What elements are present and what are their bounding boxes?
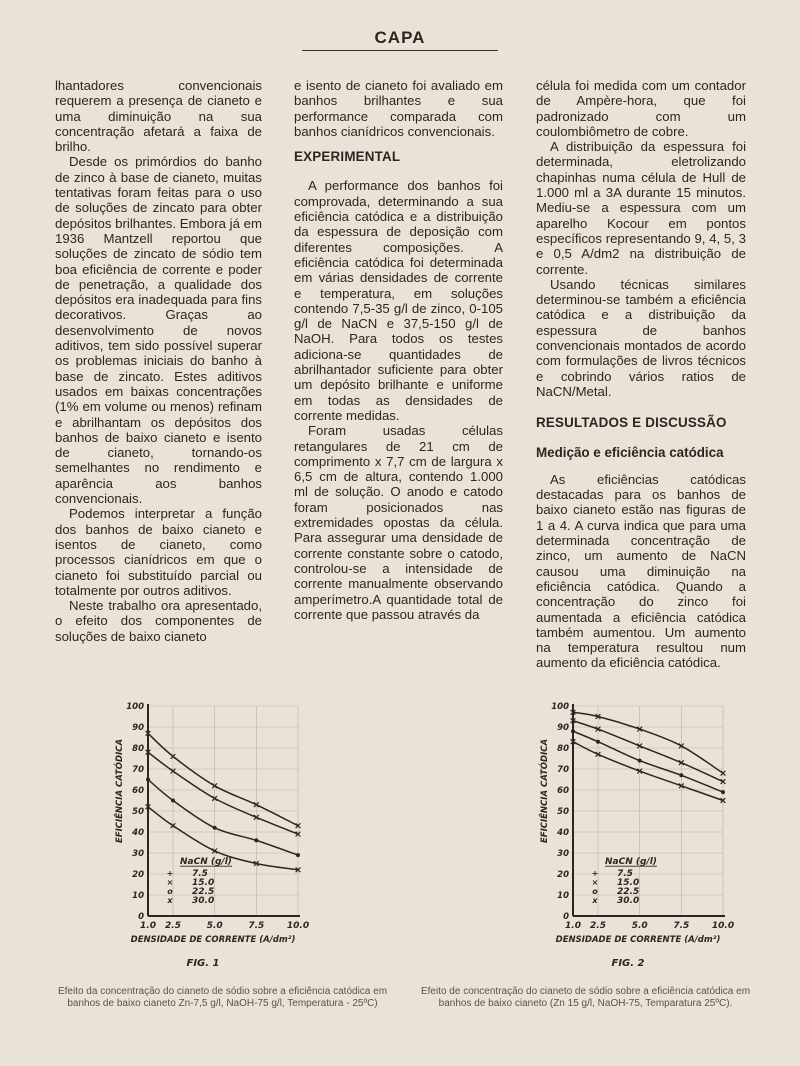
paragraph: Desde os primórdios do banho de zinco à base de cianeto, muitas tentativas foram feitas para o uso de soluções de zincato para obter depósitos brilhantes. Embora já em 1936 Mantzell reportou que soluções de zincato de sódio tem boa eficiência de corrente e poder de penetração, a qualidade dos depósitos era inadequada para fins decorativos. Graças ao desenvolvimento de novos aditivos, tem sido possível superar os problemas iniciais do banho à base de zincato. Estes aditivos usados em baixas concentrações (1% em volume ou menos) refinam e abrilhantam os depósitos dos banhos de baixo cianeto e isento de cianeto, tornando-os semelhantes no rendimento e aparência aos banhos convencionais. bbox=[55, 154, 262, 507]
x-tick-label: 10.0 bbox=[711, 921, 735, 931]
figure-1-caption: Efeito da concentração do cianeto de sódio sobre a eficiência catódica em banhos de baixo cianeto Zn-7,5 g/l, NaOH-75 g/l, Temperatura - 25ºC) bbox=[57, 986, 388, 1009]
legend-entry: 30.0 bbox=[617, 896, 640, 907]
series-line-1 bbox=[148, 733, 298, 825]
data-point bbox=[721, 790, 725, 794]
chart-fig-2 bbox=[465, 694, 765, 974]
legend-entry: 22.5 bbox=[617, 887, 640, 898]
paragraph: e isento de cianeto foi avaliado em banhos brilhantes e sua performance comparada com banhos cianídricos convencionais. bbox=[294, 78, 503, 139]
section-heading-results: RESULTADOS E DISCUSSÃO bbox=[536, 415, 727, 431]
x-tick-label: 7.5 bbox=[673, 921, 690, 931]
series-line-2 bbox=[148, 752, 298, 834]
legend-symbol: x bbox=[167, 896, 173, 906]
legend-symbol: x bbox=[592, 896, 598, 906]
series-line-2 bbox=[573, 721, 723, 782]
legend-title: NaCN (g/l) bbox=[180, 857, 232, 868]
legend-title: NaCN (g/l) bbox=[605, 857, 657, 868]
y-tick-label: 40 bbox=[132, 828, 144, 838]
legend-symbol: + bbox=[591, 869, 599, 879]
x-tick-label: 10.0 bbox=[286, 921, 310, 931]
legend-entry: 7.5 bbox=[192, 869, 208, 880]
y-tick-label: 60 bbox=[132, 786, 144, 796]
text-column-3 bbox=[536, 78, 746, 671]
chart-fig-1 bbox=[40, 694, 340, 974]
legend-symbol: o bbox=[592, 887, 598, 897]
paragraph: Podemos interpretar a função dos banhos de baixo cianeto e isentos de cianeto, como processos cianídricos em que o cianeto foi substituído parcial ou totalmente por outros aditivos. bbox=[55, 506, 262, 598]
x-tick-label: 2.5 bbox=[165, 921, 181, 931]
data-point bbox=[254, 838, 258, 842]
y-tick-label: 60 bbox=[557, 786, 569, 796]
y-tick-label: 40 bbox=[557, 828, 569, 838]
data-point bbox=[638, 759, 642, 763]
paragraph: célula foi medida com um contador de Ampère-hora, que foi padronizado com um coulombiômetro de cobre. bbox=[536, 78, 746, 139]
legend-symbol: × bbox=[166, 878, 174, 888]
y-axis-label: EFICIÊNCIA CATÓDICA bbox=[540, 738, 550, 844]
x-axis-label: DENSIDADE DE CORRENTE (A/dm²) bbox=[555, 935, 721, 945]
y-axis-label: EFICIÊNCIA CATÓDICA bbox=[115, 738, 125, 844]
y-tick-label: 100 bbox=[551, 702, 569, 712]
y-tick-label: 20 bbox=[557, 870, 569, 880]
data-point bbox=[146, 778, 150, 782]
section-header: CAPA bbox=[302, 28, 498, 51]
data-point bbox=[679, 773, 683, 777]
paragraph: lhantadores convencionais requerem a presença de cianeto e uma diminuição na sua concentração afetará a faixa de brilho. bbox=[55, 78, 262, 155]
legend-entry: 30.0 bbox=[192, 896, 215, 907]
y-tick-label: 0 bbox=[563, 912, 569, 922]
legend-symbol: × bbox=[591, 878, 599, 888]
x-tick-label: 7.5 bbox=[248, 921, 265, 931]
y-tick-label: 10 bbox=[557, 891, 569, 901]
text-column-2 bbox=[294, 78, 503, 622]
y-tick-label: 80 bbox=[557, 744, 569, 754]
x-axis-label: DENSIDADE DE CORRENTE (A/dm²) bbox=[130, 935, 296, 945]
legend-entry: 15.0 bbox=[617, 878, 640, 889]
data-point bbox=[571, 729, 575, 733]
paragraph: Neste trabalho ora apresentado, o efeito dos componentes de soluções de baixo cianeto bbox=[55, 598, 262, 644]
paragraph: As eficiências catódicas destacadas para os banhos de baixo cianeto estão nas figuras de 1 a 4. A curva indica que para uma determinada concentração de zinco, um aumento de NaCN causou uma diminuição na eficiência catódica. Quando a concentração do zinco foi aumentada a eficiência catódica também aumentou. Um aumento na temperatura resultou num aumento da eficiência catódica. bbox=[536, 471, 746, 671]
figure-1 bbox=[40, 694, 340, 974]
figure-title: FIG. 1 bbox=[186, 958, 220, 969]
series-line-3 bbox=[573, 731, 723, 792]
legend-entry: 7.5 bbox=[617, 869, 633, 880]
paragraph: Usando técnicas similares determinou-se também a eficiência catódica e a distribuição da espessura de banhos convencionais montados de acordo com formulações de livros técnicos e cobrindo vários ratios de NaCN/Metal. bbox=[536, 276, 746, 399]
legend-symbol: o bbox=[167, 887, 173, 897]
y-tick-label: 30 bbox=[132, 849, 144, 859]
x-tick-label: 2.5 bbox=[590, 921, 606, 931]
y-tick-label: 70 bbox=[557, 765, 569, 775]
data-point bbox=[296, 853, 300, 857]
paragraph: Foram usadas células retangulares de 21 cm de comprimento x 7,7 cm de largura x 6,5 cm de altura, contendo 1.000 ml de solução. O anodo e catodo foram posicionados nas extremidades opostas da célula. Para assegurar uma densidade de corrente constante sobre o catodo, controlou-se a intensidade de corrente manualmente observando amperímetro.A quantidade total de corrente que passou através da bbox=[294, 423, 503, 622]
paragraph: A distribuição da espessura foi determinada, eletrolizando chapinhas numa célula de Hull de 1.000 ml a 3A durante 15 minutos. Mediu-se a espessura com um aparelho Kocour em pontos específicos representando 9, 4, 5, 3 e 0,5 A/dm2 na distribuição de corrente. bbox=[536, 139, 746, 277]
y-tick-label: 0 bbox=[138, 912, 144, 922]
subheading-cathode-efficiency: Medição e eficiência catódica bbox=[536, 444, 724, 460]
data-point bbox=[171, 799, 175, 803]
data-point bbox=[596, 740, 600, 744]
figure-title: FIG. 2 bbox=[611, 958, 645, 969]
legend-entry: 15.0 bbox=[192, 878, 215, 889]
figure-2-caption: Efeito de concentração do cianeto de sódio sobre a eficiência catódica em banhos de baixo cianeto (Zn 15 g/l, NaOH-75, Temparatura 25ºC). bbox=[420, 986, 751, 1009]
x-tick-label: 1.0 bbox=[565, 921, 581, 931]
x-tick-label: 5.0 bbox=[631, 921, 648, 931]
y-tick-label: 50 bbox=[132, 807, 144, 817]
y-tick-label: 70 bbox=[132, 765, 144, 775]
y-tick-label: 90 bbox=[132, 723, 144, 733]
y-tick-label: 30 bbox=[557, 849, 569, 859]
paragraph: A performance dos banhos foi comprovada, determinando a sua eficiência catódica e a distribuição da espessura de deposição com diferentes composições. A eficiência catódica foi determinada em várias densidades de corrente e temperatura, em soluções contendo 7,5-35 g/l de zinco, 0-105 g/l de NaCN e 37,5-150 g/l de NaOH. Para todos os testes adiciona-se quantidades de abrilhantador suficiente para obter um depósito brilhante e uniforme em todas as densidades de corrente medidas. bbox=[294, 178, 503, 423]
y-tick-label: 50 bbox=[557, 807, 569, 817]
x-tick-label: 1.0 bbox=[140, 921, 156, 931]
legend-entry: 22.5 bbox=[192, 887, 215, 898]
figure-2 bbox=[465, 694, 765, 974]
text-column-1 bbox=[55, 78, 262, 644]
y-tick-label: 90 bbox=[557, 723, 569, 733]
y-tick-label: 10 bbox=[132, 891, 144, 901]
x-tick-label: 5.0 bbox=[206, 921, 223, 931]
y-tick-label: 20 bbox=[132, 870, 144, 880]
y-tick-label: 80 bbox=[132, 744, 144, 754]
data-point bbox=[213, 826, 217, 830]
section-heading-experimental: EXPERIMENTAL bbox=[294, 149, 401, 165]
legend-symbol: + bbox=[166, 869, 174, 879]
y-tick-label: 100 bbox=[126, 702, 144, 712]
